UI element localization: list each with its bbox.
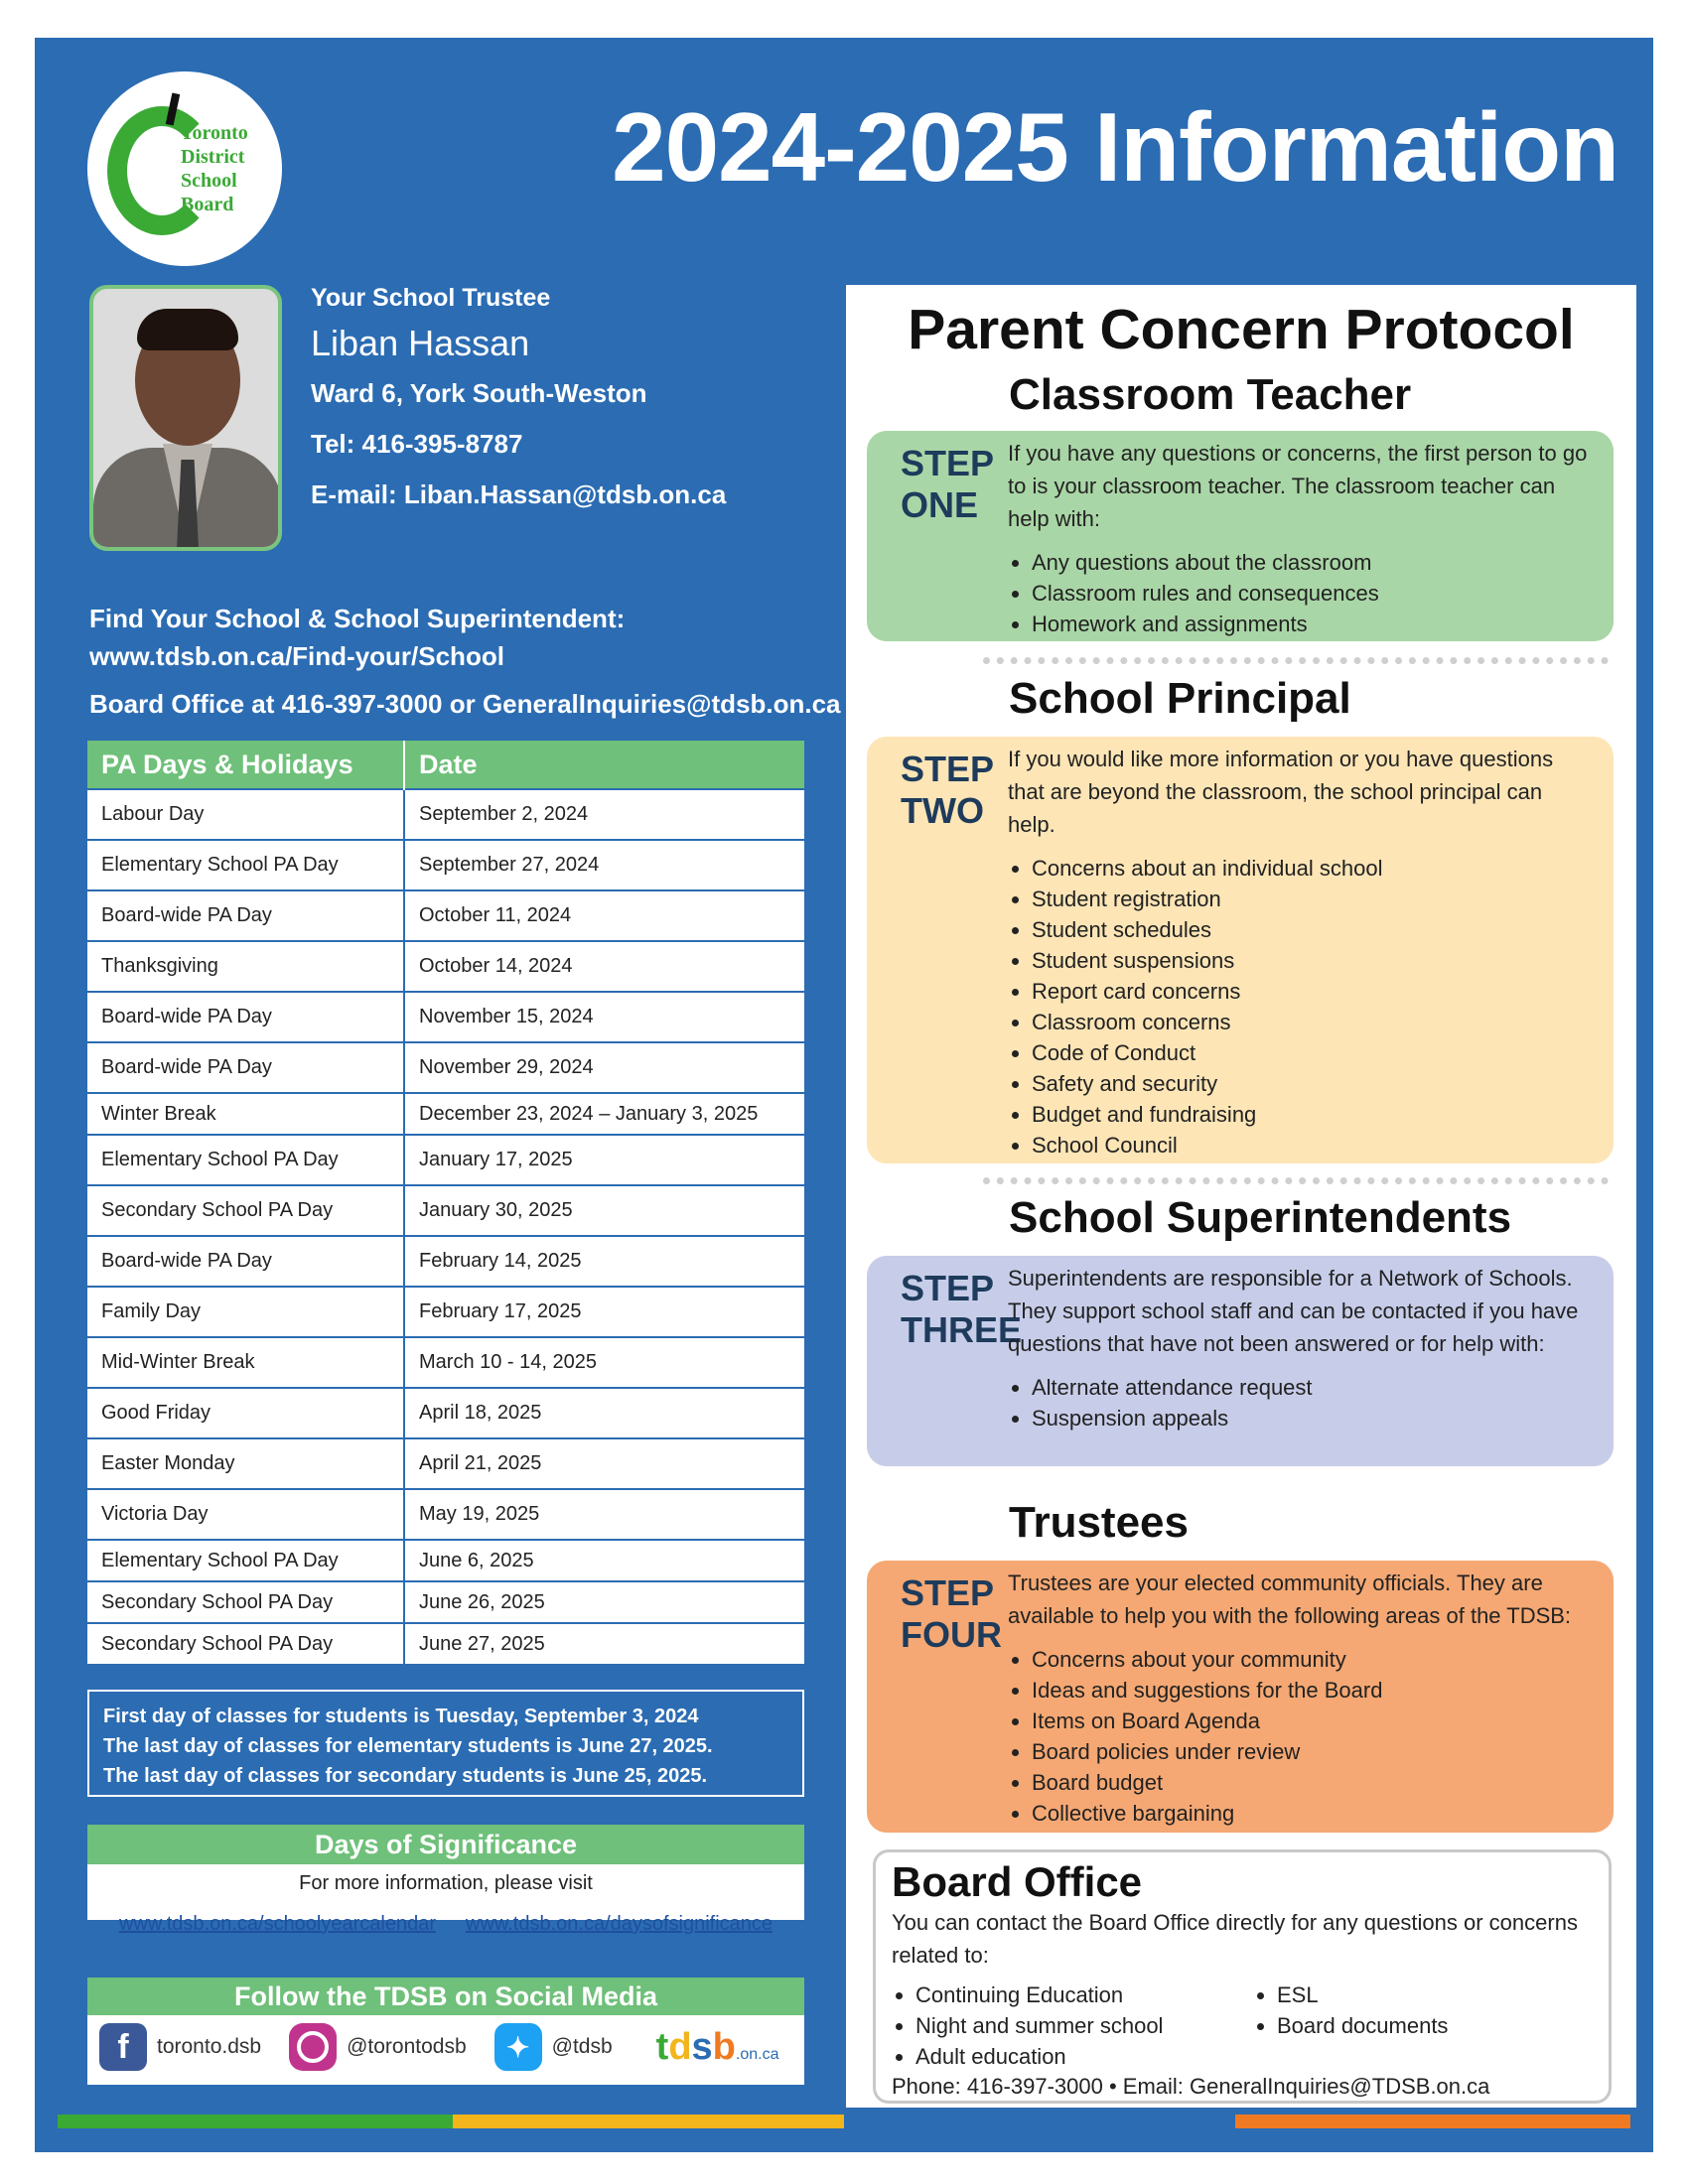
find-school-link[interactable]: www.tdsb.on.ca/Find-your/School [89, 641, 504, 671]
step-four-list [1008, 1644, 1594, 1829]
step-two-list [1008, 853, 1594, 1160]
list-item: • Suspension appeals [1032, 1403, 1594, 1433]
list-item: • Report card concerns [1032, 976, 1594, 1007]
table-row: Secondary School PA Day January 30, 2025 [87, 1185, 804, 1236]
list-item: • Collective bargaining [1032, 1798, 1594, 1829]
step-three-list [1008, 1372, 1594, 1433]
list-item: • Student suspensions [1032, 945, 1594, 976]
stripe-orange [1235, 2115, 1630, 2128]
stripe-yellow [453, 2115, 844, 2128]
list-item: • Continuing Education [915, 1979, 1253, 2010]
table-row: Secondary School PA Day June 27, 2025 [87, 1623, 804, 1664]
list-item: • Night and summer school [915, 2010, 1253, 2041]
step-three-heading: School Superintendents [1009, 1193, 1512, 1242]
table-row: Victoria Day May 19, 2025 [87, 1489, 804, 1540]
facebook-handle[interactable]: toronto.dsb [157, 2035, 262, 2058]
days-of-significance-title: Days of Significance [87, 1825, 804, 1864]
tdsb-logo [87, 71, 282, 266]
list-item: • Board budget [1032, 1767, 1594, 1798]
step-one-text: If you have any questions or concerns, the first person to go to is your classroom teacher. The classroom teacher can help with: • Any questions about the classroom • Classroom rules and consequences • Homework and assignments [1008, 437, 1594, 639]
parent-concern-panel [846, 285, 1636, 2108]
list-item: • Student schedules [1032, 914, 1594, 945]
table-header-date: Date [404, 741, 804, 789]
list-item: • Board policies under review [1032, 1736, 1594, 1767]
table-row: Winter Break December 23, 2024 – January 3, 2025 [87, 1093, 804, 1135]
board-office-contact: Board Office at 416-397-3000 or GeneralInquiries@tdsb.on.ca [89, 689, 841, 719]
list-item: • Code of Conduct [1032, 1037, 1594, 1068]
dotted-divider [983, 1177, 1609, 1184]
list-item: • Concerns about an individual school [1032, 853, 1594, 884]
trustee-info [311, 284, 726, 530]
step-two-label: STEP TWO [901, 749, 995, 831]
list-item: • Items on Board Agenda [1032, 1706, 1594, 1736]
list-item: • Board documents [1277, 2010, 1448, 2041]
step-three-text: Superintendents are responsible for a Network of Schools. They support school staff and can be contacted if you have questions that have not been answered or for help with: • Alternate attendance request • Suspension appeals [1008, 1262, 1594, 1433]
board-office-title: Board Office [892, 1858, 1143, 1905]
days-of-significance-links [87, 1913, 804, 1936]
dotted-divider [983, 657, 1609, 664]
step-one-list [1008, 547, 1594, 639]
board-office-text: You can contact the Board Office directly for any questions or concerns related to: [892, 1910, 1578, 1968]
trustee-ward: Ward 6, York South-Weston [311, 378, 647, 408]
list-item: • Concerns about your community [1032, 1644, 1594, 1675]
table-row: Thanksgiving October 14, 2024 [87, 941, 804, 992]
trustee-email[interactable]: E-mail: Liban.Hassan@tdsb.on.ca [311, 479, 727, 509]
table-row: Elementary School PA Day January 17, 2025 [87, 1135, 804, 1185]
step-three-label: STEP THREE [901, 1268, 1023, 1350]
list-item: • Alternate attendance request [1032, 1372, 1594, 1403]
table-row: Family Day February 17, 2025 [87, 1287, 804, 1337]
list-item: • Classroom concerns [1032, 1007, 1594, 1037]
table-row: Board-wide PA Day October 11, 2024 [87, 890, 804, 941]
table-row: Board-wide PA Day February 14, 2025 [87, 1236, 804, 1287]
step-one-card [867, 431, 1614, 641]
social-media [87, 1978, 804, 2085]
trustee-name: Liban Hassan [311, 323, 530, 363]
stripe-green [58, 2115, 453, 2128]
list-item: • Adult education [915, 2041, 1253, 2072]
table-row: Elementary School PA Day June 6, 2025 [87, 1540, 804, 1581]
board-office-contact-line: Phone: 416-397-3000 • Email: GeneralInquiries@TDSB.on.ca [892, 2074, 1490, 2099]
step-two-heading: School Principal [1009, 674, 1351, 723]
tdsb-wordmark: tdsb.on.ca [655, 2025, 779, 2068]
step-two-card [867, 737, 1614, 1163]
step-four-heading: Trustees [1009, 1498, 1189, 1547]
step-two-text: If you would like more information or you have questions that are beyond the classroom, the school principal can help. • Concerns about an individual school • Student registration • Student schedules • Student suspensions • Report card concerns • Classroom concerns • Code of Conduct • Safety and security • Budget and fundraising • School Council [1008, 743, 1594, 1160]
step-four-text: Trustees are your elected community officials. They are available to help you with the following areas of the TDSB: • Concerns about your community • Ideas and suggestions for the Board • Items on Board Agenda • Board policies under review • Board budget • Collective bargaining [1008, 1567, 1594, 1829]
facebook-icon[interactable]: f [99, 2023, 147, 2071]
table-row: Secondary School PA Day June 26, 2025 [87, 1581, 804, 1623]
step-one-label: STEP ONE [901, 443, 995, 525]
list-item: • Safety and security [1032, 1068, 1594, 1099]
list-item: • ESL [1277, 1979, 1448, 2010]
days-of-significance [87, 1825, 804, 1935]
social-row [87, 2015, 804, 2079]
step-one-heading: Classroom Teacher [1009, 370, 1412, 419]
days-of-significance-text: For more information, please visit [299, 1872, 593, 1894]
school-year-calendar-link[interactable]: www.tdsb.on.ca/schoolyearcalendar [118, 1913, 436, 1935]
table-row: Mid-Winter Break March 10 - 14, 2025 [87, 1337, 804, 1388]
twitter-handle[interactable]: @tdsb [551, 2035, 613, 2058]
step-four-card [867, 1561, 1614, 1833]
table-row: Board-wide PA Day November 29, 2024 [87, 1042, 804, 1093]
protocol-title: Parent Concern Protocol [908, 298, 1575, 361]
step-three-card [867, 1256, 1614, 1466]
list-item: • Any questions about the classroom [1032, 547, 1594, 578]
stripe-blue [844, 2115, 1235, 2128]
logo-text: Toronto District School Board [181, 122, 248, 215]
days-of-significance-link[interactable]: www.tdsb.on.ca/daysofsignificance [466, 1913, 774, 1935]
find-school-heading: Find Your School & School Superintendent: [89, 604, 626, 633]
trustee-phone: Tel: 416-395-8787 [311, 429, 523, 459]
list-item: • Classroom rules and consequences [1032, 578, 1594, 609]
list-item: • Homework and assignments [1032, 609, 1594, 639]
table-header-event: PA Days & Holidays [87, 741, 404, 789]
table-row: Good Friday April 18, 2025 [87, 1388, 804, 1438]
list-item: • Student registration [1032, 884, 1594, 914]
table-row: Board-wide PA Day November 15, 2024 [87, 992, 804, 1042]
table-row: Labour Day September 2, 2024 [87, 789, 804, 840]
table-row: Easter Monday April 21, 2025 [87, 1438, 804, 1489]
twitter-icon[interactable]: ✦ [494, 2023, 542, 2071]
trustee-photo [89, 285, 282, 551]
instagram-handle[interactable]: @torontodsb [347, 2035, 467, 2058]
list-item: • Ideas and suggestions for the Board [1032, 1675, 1594, 1706]
pa-days-table [87, 741, 804, 1664]
list-item: • Budget and fundraising [1032, 1099, 1594, 1130]
find-school-section [89, 600, 841, 723]
class-dates-note: First day of classes for students is Tuesday, September 3, 2024 The last day of classes for elementary students is June 27, 2025. The last day of classes for secondary students is June 25, 2025. [87, 1690, 804, 1797]
board-office-box [873, 1849, 1612, 2104]
trustee-label: Your School Trustee [311, 284, 551, 312]
instagram-icon[interactable] [289, 2023, 337, 2071]
social-media-title: Follow the TDSB on Social Media [87, 1978, 804, 2015]
step-four-label: STEP FOUR [901, 1572, 1002, 1655]
page-title: 2024-2025 Information [612, 92, 1618, 202]
photo-hair [137, 309, 238, 350]
table-row: Elementary School PA Day September 27, 2024 [87, 840, 804, 890]
board-office-topics [892, 1979, 1593, 2072]
list-item: • School Council [1032, 1130, 1594, 1160]
